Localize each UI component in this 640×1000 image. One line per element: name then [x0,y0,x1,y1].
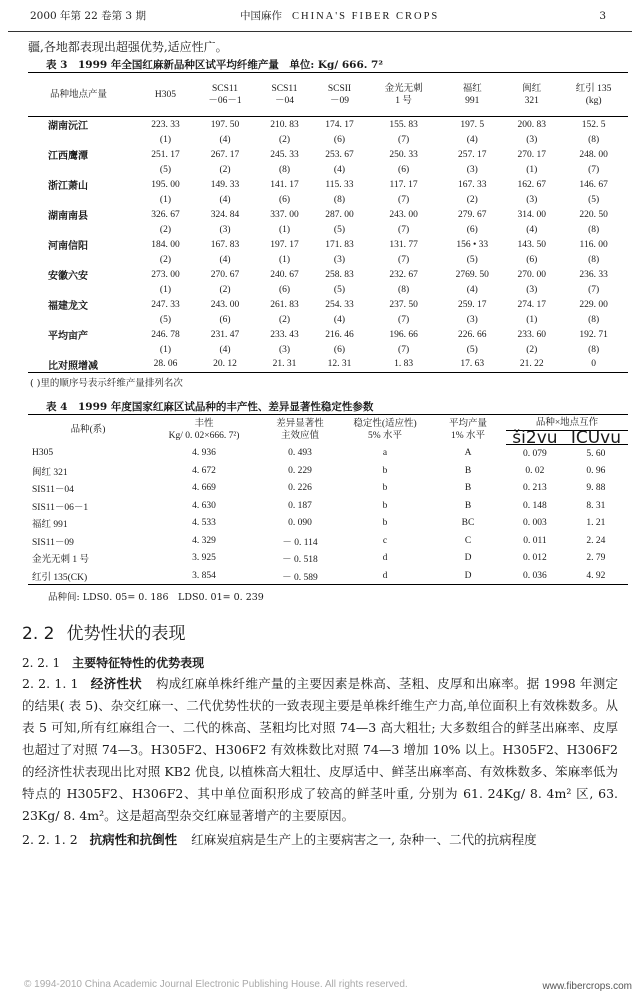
table3-col-header [138,73,193,117]
col-label: 福红 991 [462,83,482,106]
table3-value-cell: 231. 47 [210,329,240,340]
paragraph-number: 2. 2. 1. 2 [22,832,78,847]
journal-name [240,8,586,23]
table4-row [28,515,628,533]
table3-col-header [504,73,559,117]
table4-cell-s2: 0. 036 [506,567,564,585]
table4-cell-cultivar: SIS11－09 [32,537,74,548]
table3-rank-cell: (2) [526,344,538,355]
table3-value-cell: 232. 67 [389,269,418,280]
table3-value-cell: 247. 33 [151,299,180,310]
table3-value-cell: 196. 66 [389,329,418,340]
table3-value-cell: 326. 67 [151,209,180,220]
table3-value-row [28,267,628,283]
table4-cell-cultivar: 闽红 321 [32,467,68,478]
col-label: 金光无刺 1 号 [384,83,423,106]
table4-body [28,445,628,585]
table3-rank-cell: (6) [219,314,231,325]
table4-header-cultivar: 品种(系) [70,424,106,435]
section-heading [8,603,632,644]
table4-cell-effect: 0. 229 [288,465,312,476]
table3-value-cell: 152. 5 [581,119,606,130]
table4-cell-sig1: A [464,448,472,459]
table3-rank-cell: (3) [333,254,345,265]
subsection-heading [8,644,632,671]
table3-location-cell: 浙江萧山 [48,181,88,192]
table3-value-cell: 337. 00 [270,209,299,220]
table4-cell-effect: － 0. 589 [260,567,340,585]
table4-cell-sig1: C [464,535,472,546]
table3-value-cell: 117. 17 [389,179,418,190]
table4-row [28,480,628,498]
table3-rank-cell: (3) [278,344,291,355]
table3-value-cell: 20. 12 [193,357,257,373]
lead-text: 疆,各地都表现出超强优势,适应性广。 [28,40,228,54]
table4-cell-sig5: b [382,500,388,511]
table4-row [28,497,628,515]
page-number: 3 [599,9,606,22]
table3-value-cell: 250. 33 [389,149,418,160]
table4-cell-s2: 0. 02 [525,465,545,476]
table4-cell-cultivar: 福红 991 [32,520,68,531]
table4-row [28,567,628,585]
running-header [8,0,632,32]
table3-rank-cell: (6) [333,344,345,355]
table3-rank-cell: (8) [588,254,600,265]
table3-rank-row [28,253,628,267]
table3-rank-cell: (7) [398,254,410,265]
table3-value-cell: 274. 17 [517,299,547,310]
table3-value-cell: 267. 17 [210,149,240,160]
table3-rank-cell: (6) [278,194,291,205]
site-url: www.fibercrops.com [542,981,632,992]
table3-rank-cell: (6) [278,284,291,295]
table3-value-cell: 197. 17 [270,239,299,250]
table3-value-cell: 287. 00 [325,209,354,220]
journal-name-en: CHINA'S FIBER CROPS [292,11,440,22]
table3-col-header [312,73,367,117]
table3-value-cell: 167. 83 [210,239,240,250]
table4-cell-sig5: b [382,518,388,529]
table3-rank-cell: (7) [398,314,410,325]
table3-location-cell: 安徽六安 [48,271,88,282]
table4-cell-s2: 0. 213 [523,483,547,494]
table4-header-s2: ši2vu [506,431,564,445]
table3-rank-cell: (5) [333,224,345,235]
table4-row [28,462,628,480]
subsection-number: 2. 2. 1 [22,656,61,670]
table3-rank-row [28,343,628,357]
table4-cell-cv: 9. 88 [586,483,606,494]
table3-value-row [28,117,628,133]
paragraph-keyword: 抗病性和抗倒性 [89,832,178,847]
table4-cell-effect: 0. 090 [288,518,312,529]
table3-rank-cell: (8) [588,224,600,235]
table4-cell-effect: 0. 187 [288,500,312,511]
table3-value-cell: 184. 00 [151,239,180,250]
table3-rank-cell: (4) [219,194,231,205]
table3-value-row [28,147,628,163]
table3-rank-cell: (3) [526,194,538,205]
table3-value-cell: 251. 17 [151,149,180,160]
table3-rank-cell: (8) [398,284,410,295]
table3-value-cell: 146. 67 [579,179,608,190]
table4-cell-yield: 4. 669 [192,483,216,494]
table3-rank-cell: (8) [588,344,600,355]
col-label: SCS11 －04 [271,83,298,106]
table4-cell-cv: 5. 60 [586,448,606,459]
table4-cell-cultivar: SIS11－06－1 [32,502,89,513]
table4-lsd: 品种间: LDS0. 05= 0. 186 LDS0. 01= 0. 239 [48,592,264,603]
table3-value-cell: 197. 5 [460,119,485,130]
table3-location-cell: 河南信阳 [48,241,88,252]
table3-value-cell: 155. 83 [389,119,418,130]
paragraph-disease-resistance [8,827,632,851]
table3-value-row [28,207,628,223]
table4-cell-effect: － 0. 518 [282,555,318,566]
table3-rank-cell: (4) [333,314,345,325]
col-label: H305 [154,89,177,100]
table3-rank-cell: (8) [333,194,345,205]
table3-value-cell: 248. 00 [579,149,608,160]
table4-header-stab [340,415,430,445]
table3-rank-cell: (1) [526,314,538,325]
table3-location-cell: 湖南沅江 [48,121,88,133]
table3-header-location: 品种地点产量 [50,89,108,100]
table4-cell-effect: 0. 226 [288,483,312,494]
table4-cell-cv: 2. 79 [586,553,606,564]
table4-cell-sig1: B [464,500,472,511]
table3-value-row [28,177,628,193]
table4-cell-sig5: b [382,465,388,476]
table3-value-cell: 270. 00 [517,269,547,280]
table3-value-cell: 220. 50 [579,209,608,220]
table3-rank-cell: (7) [588,284,600,295]
table4-cell-sig5: a [382,448,388,459]
table3-value-row [28,297,628,313]
table3-rank-cell: (1) [159,344,171,355]
table3-value-cell: 226. 66 [458,329,487,340]
table4-cell-sig1: D [430,567,506,585]
table3-value-cell: 17. 63 [440,357,504,373]
table4-cell-s2: 0. 079 [523,448,547,459]
table3-value-cell: 261. 83 [270,299,299,310]
table3-rank-cell: (8) [588,314,600,325]
journal-name-cn: 中国麻作 [240,10,282,22]
table4-cell-s2: 0. 011 [523,535,547,546]
table3-value-cell: 21. 31 [257,357,312,373]
table4-cell-yield: 4. 630 [192,500,216,511]
table3-value-cell: 314. 00 [517,209,547,220]
table3-col-header [193,73,257,117]
header-label: 丰性 Kg/ 0. 02×666. 7²) [168,418,240,441]
table3-note: ( )里的顺序号表示纤维产量排列名次 [30,378,183,389]
table4-row [28,532,628,550]
table4-cell-cultivar: SIS11－04 [32,485,74,496]
table3-value-cell: 273. 00 [151,269,180,280]
table3-rank-cell: (2) [466,194,478,205]
table4-cell-yield: 4. 329 [192,535,216,546]
table3-value-cell: 258. 83 [325,269,354,280]
table3-value-cell: 236. 33 [579,269,608,280]
table3-rank-row [28,163,628,177]
table3-value-cell: 156 • 33 [456,239,489,250]
table4 [28,414,628,585]
table3-value-cell: 12. 31 [312,357,367,373]
table4-header-interaction: 品种×地点互作 [506,415,628,431]
table3-value-cell: 210. 83 [270,119,299,130]
table4-cell-cv: 4. 92 [564,567,628,585]
table3-rank-row [28,283,628,297]
table4-cell-effect: 0. 493 [288,448,312,459]
table3-rank-cell: (1) [159,194,171,205]
section-number: 2. 2 [22,624,55,644]
section-title: 优势性状的表现 [66,624,186,644]
table3-value-cell: 257. 17 [458,149,487,160]
paragraph-text: 构成红麻单株纤维产量的主要因素是株高、茎粗、皮厚和出麻率。据 1998 年测定的结果( 表 5)、杂交红麻一、二代优势性状的一致表现主要是单株纤维生产力高,单位面积上有效株数多。从表 5 可知,所有红麻组合一、二代的株高、茎粗均比对照 74—3 高大粗壮; 大多数组合的鲜茎出麻率、皮厚也超过了对照 74—3。H305F2、H306F2 有效株数比对照 74—3 增加 10% 以上。H305F2、H306F2 的经济性状表现出比对照 KB2 优良, 以植株高大粗壮、皮厚适中、鲜茎出麻率高、有效株数多、笨麻率低为特点的 H305F2、H306F2、其中单位面积形成了较高的鲜茎叶重, 分别为 61. 24Kg/ 8. 4m² 区, 63. 23Kg/ 8. 4m²。这是超高型杂交红麻显著增产的主要原因。 [22,676,618,823]
table3-rank-cell: (2) [278,314,291,325]
table3-value-cell: 243. 00 [210,299,240,310]
table3-rank-cell: (4) [219,134,231,145]
col-label: 红引 135 (kg) [575,83,612,106]
table4-cell-sig5: b [382,483,388,494]
table3-rank-cell: (3) [466,314,478,325]
table3-value-cell: 162. 67 [517,179,547,190]
table4-header-avg [430,415,506,445]
table3-value-cell: 254. 33 [325,299,354,310]
issue-info: 2000 年第 22 卷第 3 期 [30,10,146,22]
table3-rank-cell: (1) [159,134,171,145]
table3-value-cell: 167. 33 [458,179,487,190]
table3-value-cell: 243. 00 [389,209,418,220]
table4-cell-s2: 0. 012 [523,553,547,564]
table3-value-cell: 324. 84 [210,209,240,220]
table3-rank-cell: (3) [466,164,478,175]
table4-cell-cultivar: H305 [32,448,54,459]
table3-value-cell: 1. 83 [367,357,440,373]
table3-location-cell: 平均亩产 [48,331,88,342]
table3-rank-cell: (5) [588,194,600,205]
table4-cell-cultivar: 红引 135(CK) [28,567,148,585]
table3-value-cell: 216. 46 [325,329,354,340]
table3-rank-cell: (4) [466,134,478,145]
table3-location-cell: 江西鹰潭 [48,151,88,162]
table3-value-cell: 171. 83 [325,239,354,250]
table3-title: 表 3 1999 年全国红麻新品种区试平均纤维产量 单位: Kg/ 666. 7² [46,59,383,71]
table3-value-cell: 270. 17 [517,149,547,160]
table3-rank-cell: (2) [159,254,171,265]
table3-rank-cell: (1) [278,224,291,235]
table3-value-cell: 149. 33 [210,179,240,190]
table3-rank-cell: (7) [588,164,600,175]
table3-value-cell: 246. 78 [151,329,180,340]
table3-value-row [28,327,628,343]
table3-value-cell: 233. 43 [270,329,299,340]
table3-value-cell: 197. 50 [210,119,240,130]
table4-cell-cv: 0. 96 [586,465,606,476]
table3-value-cell: 237. 50 [389,299,418,310]
table3-rank-cell: (5) [333,284,345,295]
table4-cell-cv: 2. 24 [586,535,606,546]
table4-cell-yield: 4. 936 [192,448,216,459]
table4-row [28,550,628,568]
header-label: 稳定性(适应性) 5% 水平 [353,418,417,441]
table4-cell-sig1: BC [461,518,475,529]
table3-col-header [257,73,312,117]
table3-rank-cell: (3) [219,224,231,235]
table3-value-cell: 0 [559,357,628,373]
paragraph-number: 2. 2. 1. 1 [22,676,79,691]
paragraph-keyword: 经济性状 [90,676,142,691]
table3-rank-row [28,223,628,237]
table3-rank-cell: (7) [398,344,410,355]
table3-rank-cell: (5) [466,344,478,355]
table4-cell-s2: 0. 148 [523,500,547,511]
table3-value-cell: 21. 22 [504,357,559,373]
table3-value-cell: 195. 00 [151,179,180,190]
table3-header-row [28,73,628,117]
header-label: 平均产量 1% 水平 [448,418,487,441]
table3-value-cell: 192. 71 [579,329,608,340]
table3-rank-cell: (1) [278,254,291,265]
table3-rank-cell: (2) [278,134,291,145]
table3-rank-cell: (1) [526,164,538,175]
table3-value-row [28,357,628,373]
table4-cell-yield: 4. 533 [192,518,216,529]
table4-cell-sig5: d [340,567,430,585]
table3-rank-row [28,133,628,147]
table3-rank-row [28,313,628,327]
header-label: 差异显著性 主效应值 [276,418,324,441]
table3-value-cell: 223. 33 [151,119,180,130]
table3-rank-cell: (5) [466,254,478,265]
table4-header-yield [148,415,260,445]
table3-rank-cell: (4) [219,254,231,265]
table3-value-cell: 174. 17 [325,119,354,130]
table4-cell-sig1: B [464,465,472,476]
table3-rank-cell: (3) [526,134,538,145]
table3-location-cell: 湖南南县 [48,211,88,222]
table3-rank-cell: (3) [526,284,538,295]
table4-cell-yield: 3. 925 [192,553,216,564]
table4-title: 表 4 1999 年度国家红麻区试品种的丰产性、差异显著性稳定性参数 [46,401,374,413]
table3-value-cell: 2769. 50 [455,269,489,280]
table4-cell-sig5: c [382,535,388,546]
table3-rank-cell: (5) [159,164,171,175]
table3-rank-row [28,193,628,207]
table4-cell-sig5: d [382,553,388,564]
table3-rank-cell: (2) [219,164,231,175]
table3-rank-cell: (7) [398,224,410,235]
table4-cell-yield: 4. 672 [192,465,216,476]
table3-value-cell: 240. 67 [270,269,299,280]
col-label: 闽红 321 [522,83,542,106]
table3-value-cell: 200. 83 [517,119,547,130]
table3-value-cell: 115. 33 [325,179,354,190]
table3-rank-cell: (7) [398,134,410,145]
table3-value-cell: 229. 00 [579,299,608,310]
table3-value-cell: 245. 33 [270,149,299,160]
table4-cell-s2: 0. 003 [523,518,547,529]
table3-rank-cell: (1) [159,284,171,295]
table4-header-cv: ICUvu [564,431,628,445]
paragraph-text: 红麻炭疽病是生产上的主要病害之一, 杂种一、二代的抗病程度 [191,832,537,847]
table4-cell-cv: 1. 21 [586,518,606,529]
table3-value-cell: 143. 50 [517,239,547,250]
table3-value-cell: 141. 17 [270,179,299,190]
col-label: SCS11 －06－1 [208,83,242,106]
table3-value-cell: 270. 67 [210,269,240,280]
table3-col-header [440,73,504,117]
table4-cell-sig1: B [464,483,472,494]
table3-value-cell: 253. 67 [325,149,354,160]
table3-rank-cell: (8) [278,164,291,175]
table3-rank-cell: (8) [588,134,600,145]
table3-rank-cell: (6) [333,134,345,145]
table4-cell-yield: 3. 854 [148,567,260,585]
table3-rank-cell: (7) [398,194,410,205]
copyright-watermark: © 1994-2010 China Academic Journal Electronic Publishing House. All rights reserved. [24,979,408,990]
table3-rank-cell: (4) [333,164,345,175]
table3 [28,72,628,373]
table3-value-cell: 28. 06 [138,357,193,373]
table3-rank-cell: (4) [219,344,231,355]
table3-rank-cell: (4) [526,224,538,235]
table3-location-cell: 比对照增减 [28,357,138,373]
table4-cell-cv: 8. 31 [586,500,606,511]
table3-value-cell: 259. 17 [458,299,487,310]
table3-value-cell: 131. 77 [389,239,418,250]
table4-cell-sig1: D [464,553,472,564]
table3-value-cell: 279. 67 [458,209,487,220]
table3-body [28,117,628,373]
paragraph-economic-traits [8,671,632,827]
table4-cell-effect: － 0. 114 [282,537,318,548]
table3-rank-cell: (2) [219,284,231,295]
table3-rank-cell: (6) [398,164,410,175]
table4-cell-cultivar: 金光无刺 1 号 [32,555,90,566]
table3-rank-cell: (5) [159,314,171,325]
table3-col-header [367,73,440,117]
table4-header-diff [260,415,340,445]
table3-rank-cell: (2) [159,224,171,235]
table3-value-cell: 116. 00 [579,239,608,250]
table3-rank-cell: (6) [526,254,538,265]
table3-rank-cell: (4) [466,284,478,295]
table3-rank-cell: (6) [466,224,478,235]
table3-value-cell: 233. 60 [517,329,547,340]
table3-value-row [28,237,628,253]
table3-location-cell: 福建龙文 [48,301,88,312]
subsection-title: 主要特征特性的优势表现 [72,656,205,670]
col-label: SCSII －09 [327,83,352,106]
table3-col-header [559,73,628,117]
